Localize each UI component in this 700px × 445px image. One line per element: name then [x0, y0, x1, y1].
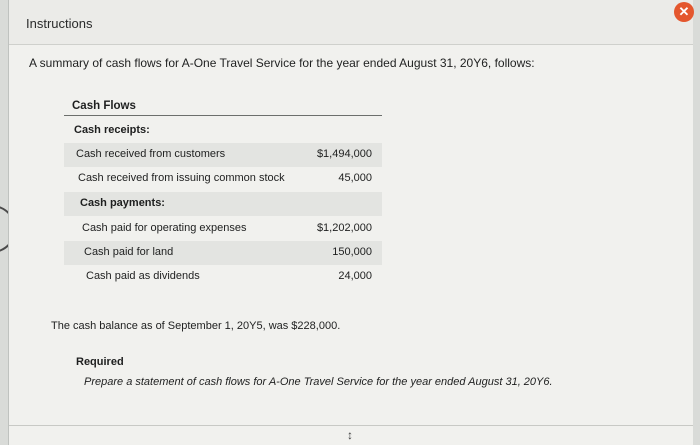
row-amount: 150,000	[332, 246, 372, 258]
table-row	[64, 143, 382, 167]
dialog-title: Instructions	[26, 16, 93, 31]
resize-handle-icon[interactable]: ↕	[347, 428, 353, 442]
row-amount: 24,000	[338, 270, 372, 282]
row-amount: 45,000	[338, 172, 372, 184]
required-instructions: Prepare a statement of cash flows for A-One Travel Service for the year ended August 31, 20Y6.	[84, 376, 553, 388]
table-row	[64, 167, 382, 191]
close-button[interactable]	[674, 2, 694, 22]
row-label: Cash received from customers	[76, 148, 226, 160]
footer-divider	[9, 425, 693, 426]
required-heading: Required	[76, 356, 124, 368]
row-label: Cash paid for operating expenses	[82, 222, 247, 234]
dialog-header	[9, 0, 693, 45]
table-row-cash-payments	[64, 192, 382, 216]
row-label: Cash received from issuing common stock	[78, 172, 285, 184]
row-amount: $1,494,000	[316, 148, 372, 160]
table-row-cash-receipts	[64, 119, 382, 143]
row-label: Cash receipts:	[74, 124, 150, 136]
intro-text: A summary of cash flows for A-One Travel Service for the year ended August 31, 20Y6, follows:	[29, 56, 535, 70]
table-title: Cash Flows	[72, 100, 136, 112]
close-icon: ✕	[678, 4, 690, 19]
table-row	[64, 265, 382, 289]
row-label: Cash paid as dividends	[86, 270, 200, 282]
cash-balance-text: The cash balance as of September 1, 20Y5, was $228,000.	[51, 320, 341, 332]
table-row	[64, 241, 382, 265]
instructions-dialog	[8, 0, 693, 445]
row-amount: $1,202,000	[316, 222, 372, 234]
table-row	[64, 217, 382, 241]
row-label: Cash payments:	[80, 197, 165, 209]
row-label: Cash paid for land	[84, 246, 174, 258]
table-divider	[64, 115, 382, 116]
